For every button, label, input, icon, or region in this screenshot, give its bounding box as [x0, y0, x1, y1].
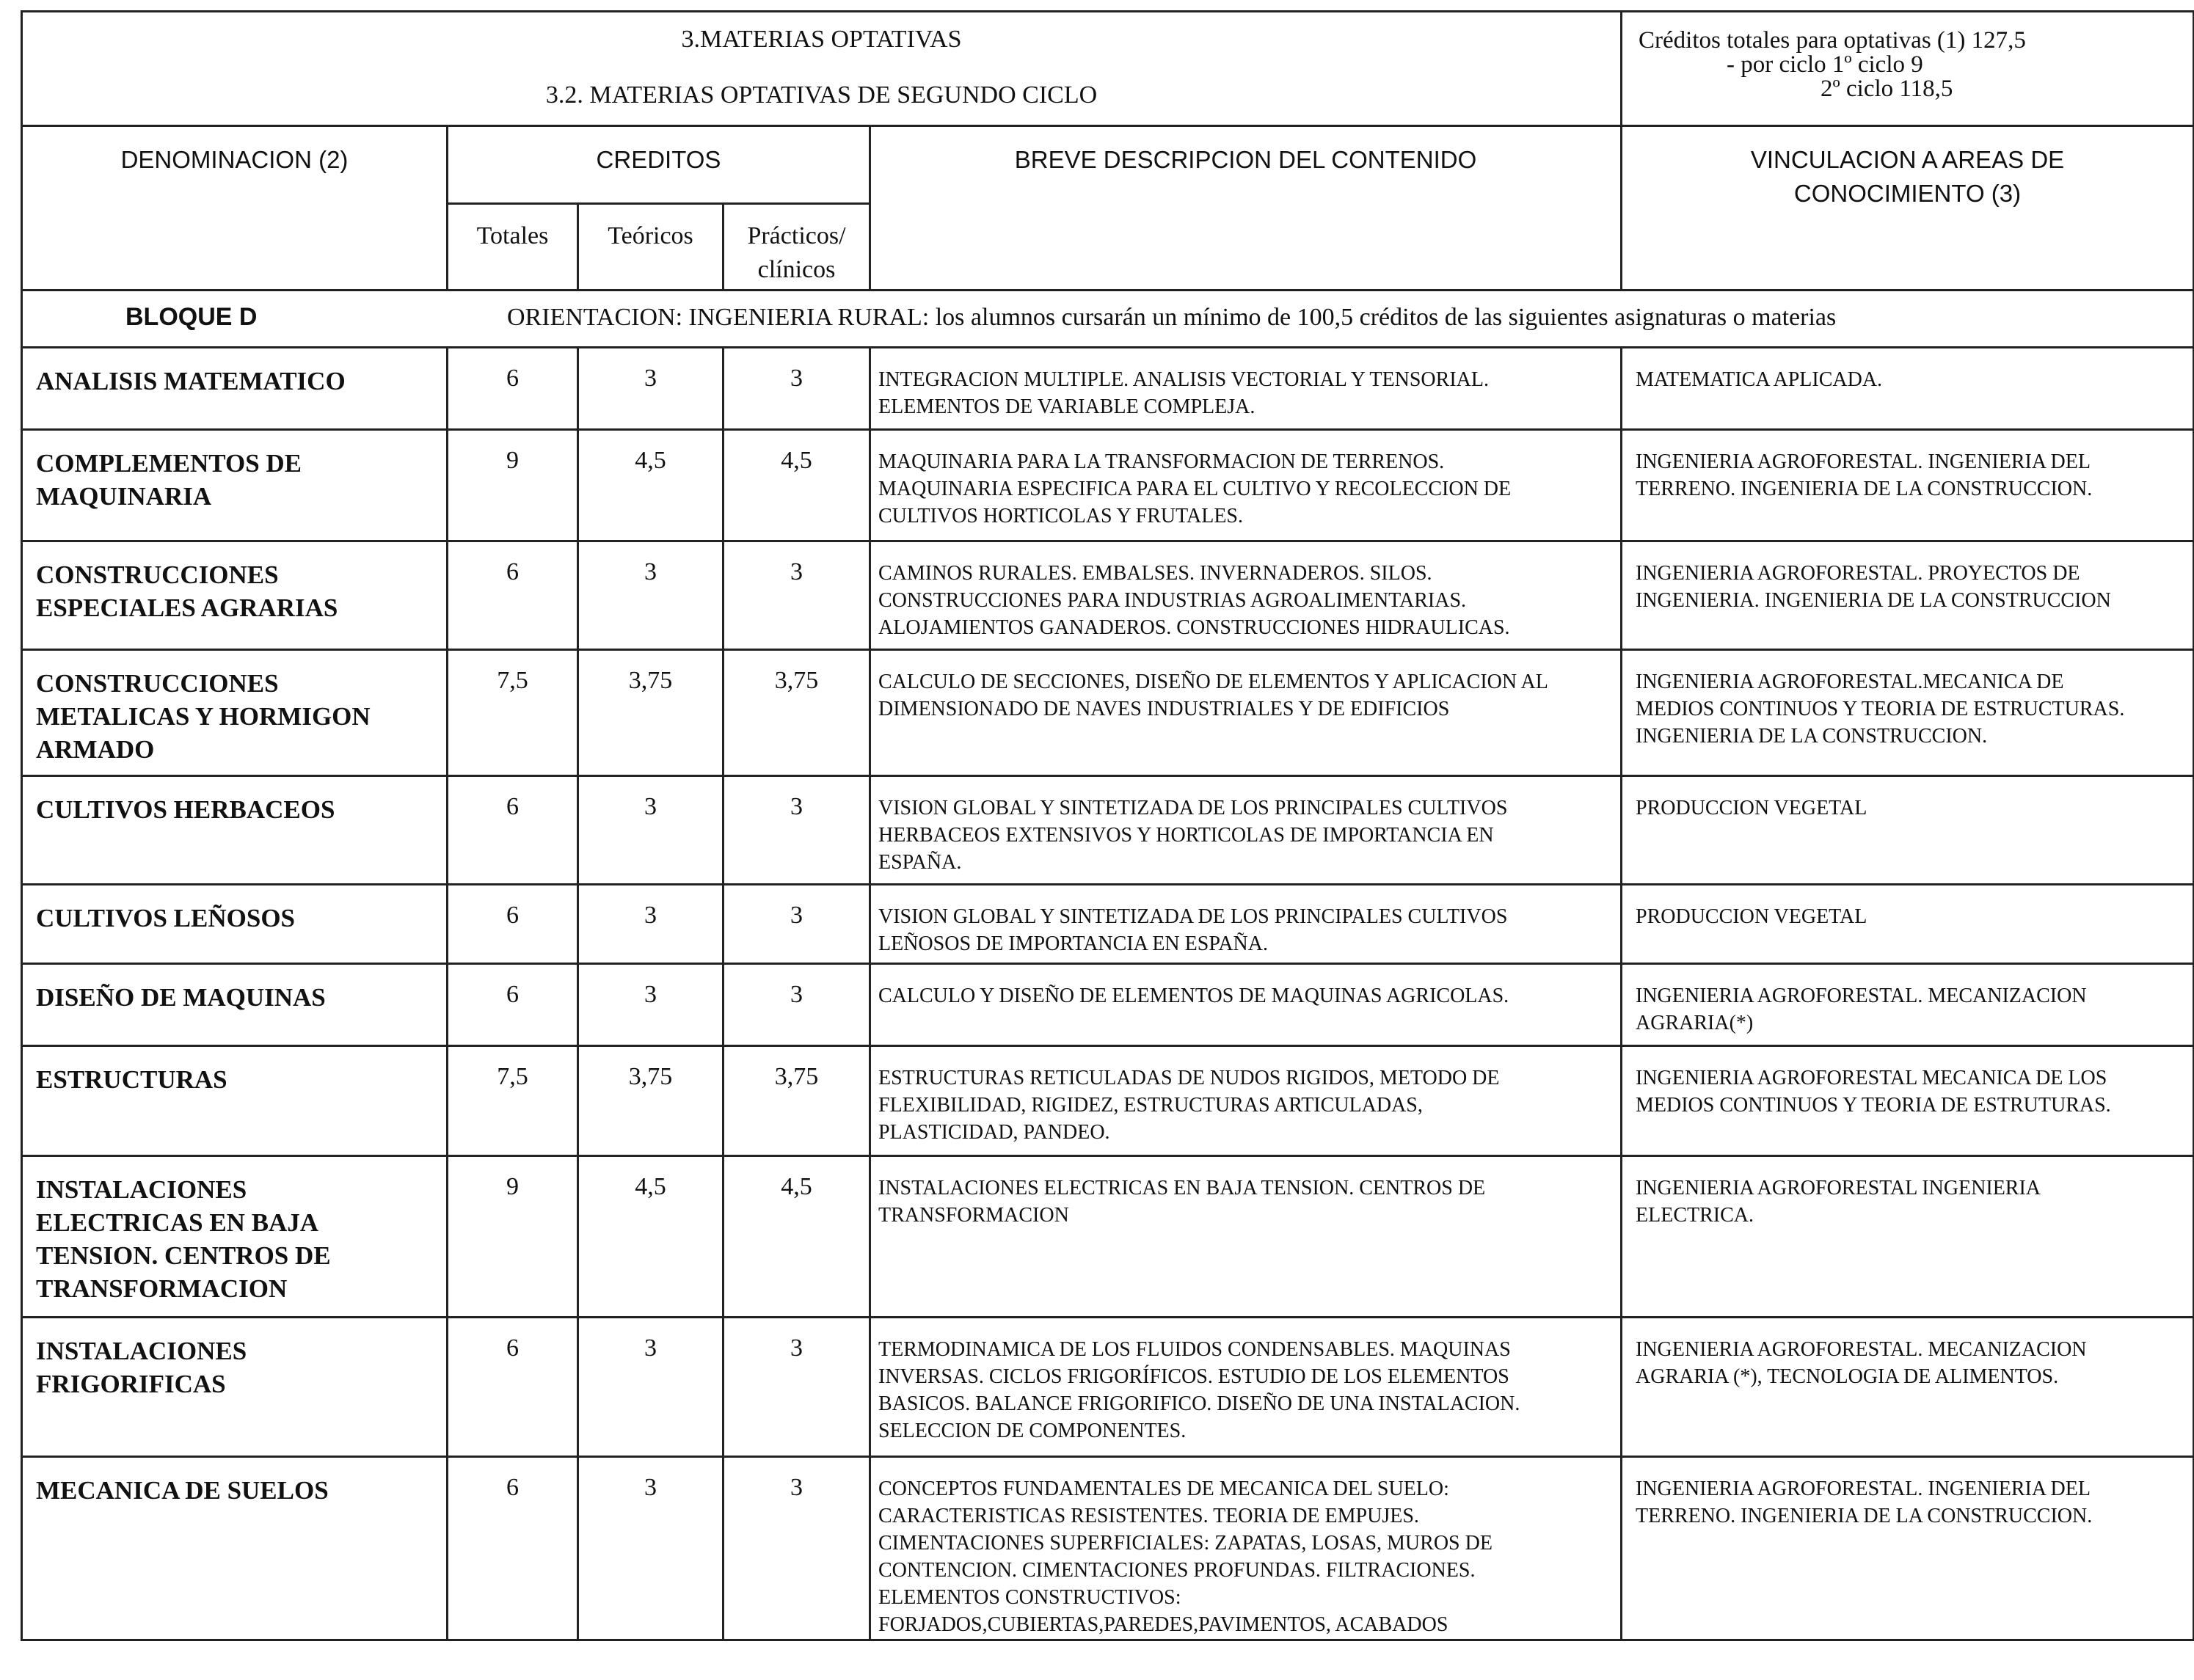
- credits-totales: 9: [448, 1156, 578, 1318]
- description-line: PLASTICIDAD, PANDEO.: [878, 1121, 1110, 1144]
- subject-name-line: ARMADO: [36, 735, 155, 764]
- credits-practicos: 4,5: [724, 430, 870, 541]
- knowledge-area: [1622, 348, 2194, 430]
- knowledge-area: [1622, 541, 2194, 650]
- credits-practicos: 4,5: [724, 1156, 870, 1318]
- credits-practicos: 3: [724, 348, 870, 430]
- subject-name-line: ANALISIS MATEMATICO: [36, 367, 346, 395]
- subject-name-line: FRIGORIFICAS: [36, 1370, 226, 1398]
- subject-name: [22, 1457, 448, 1640]
- subject-name: [22, 1156, 448, 1318]
- col-teoricos: Teóricos: [578, 204, 724, 291]
- subject-name: [22, 964, 448, 1046]
- credits-totales: 6: [448, 776, 578, 885]
- description-line: SELECCION DE COMPONENTES.: [878, 1420, 1187, 1442]
- area-line: TERRENO. INGENIERIA DE LA CONSTRUCCION.: [1636, 478, 2093, 500]
- knowledge-area: [1622, 964, 2194, 1046]
- table-body: [22, 12, 2194, 1640]
- area-line: INGENIERIA AGROFORESTAL INGENIERIA: [1636, 1177, 2041, 1199]
- credits-totales: 6: [448, 1318, 578, 1457]
- area-line: INGENIERIA. INGENIERIA DE LA CONSTRUCCION: [1636, 589, 2111, 612]
- credits-teoricos: 4,5: [578, 430, 724, 541]
- subject-name-line: DISEÑO DE MAQUINAS: [36, 983, 326, 1012]
- area-line: INGENIERIA AGROFORESTAL.MECANICA DE: [1636, 671, 2064, 693]
- area-line: INGENIERIA AGROFORESTAL. MECANIZACION: [1636, 985, 2087, 1007]
- description-line: TRANSFORMACION: [878, 1204, 1069, 1227]
- subject-name-line: CULTIVOS LEÑOSOS: [36, 904, 296, 932]
- area-line: MATEMATICA APLICADA.: [1636, 368, 1883, 391]
- description-line: CIMENTACIONES SUPERFICIALES: ZAPATAS, LOSAS, MUROS DE: [878, 1532, 1493, 1555]
- col-vinculacion-line1: VINCULACION A AREAS DE: [1750, 146, 2065, 173]
- subject-name: [22, 348, 448, 430]
- bloque-cell: [22, 291, 2194, 348]
- subject-name-line: COMPLEMENTOS DE: [36, 449, 302, 478]
- description-line: ELEMENTOS CONSTRUCTIVOS:: [878, 1586, 1181, 1609]
- table-row: [22, 348, 2194, 430]
- area-line: TERRENO. INGENIERIA DE LA CONSTRUCCION.: [1636, 1505, 2093, 1527]
- subject-name-line: CULTIVOS HERBACEOS: [36, 795, 335, 824]
- description-line: HERBACEOS EXTENSIVOS Y HORTICOLAS DE IMPORTANCIA EN: [878, 824, 1494, 847]
- credits-practicos: 3,75: [724, 1046, 870, 1156]
- knowledge-area: [1622, 885, 2194, 964]
- description-line: ELEMENTOS DE VARIABLE COMPLEJA.: [878, 395, 1255, 418]
- description-line: INTEGRACION MULTIPLE. ANALISIS VECTORIAL Y TENSORIAL.: [878, 368, 1489, 391]
- subject-name-line: ESPECIALES AGRARIAS: [36, 594, 338, 622]
- description-line: CONTENCION. CIMENTACIONES PROFUNDAS. FILTRACIONES.: [878, 1559, 1476, 1582]
- area-line: PRODUCCION VEGETAL: [1636, 797, 1867, 819]
- subject-description: [870, 885, 1622, 964]
- credits-teoricos: 3: [578, 1318, 724, 1457]
- subject-name: [22, 541, 448, 650]
- credits-summary: [1622, 12, 2194, 126]
- description-line: CONCEPTOS FUNDAMENTALES DE MECANICA DEL SUELO:: [878, 1478, 1449, 1500]
- col-descripcion: BREVE DESCRIPCION DEL CONTENIDO: [870, 126, 1622, 291]
- optativas-sheet: [21, 10, 2193, 1672]
- table-row: [22, 885, 2194, 964]
- credits-teoricos: 3: [578, 964, 724, 1046]
- subject-name-line: MECANICA DE SUELOS: [36, 1476, 329, 1505]
- area-line: INGENIERIA AGROFORESTAL. PROYECTOS DE: [1636, 562, 2080, 585]
- knowledge-area: [1622, 1457, 2194, 1640]
- credits-totales: 6: [448, 885, 578, 964]
- credits-totales: 7,5: [448, 650, 578, 776]
- description-line: CALCULO Y DISEÑO DE ELEMENTOS DE MAQUINAS AGRICOLAS.: [878, 985, 1509, 1007]
- bloque-code: BLOQUE D: [125, 303, 258, 331]
- credits-totales: 6: [448, 964, 578, 1046]
- subject-description: [870, 1156, 1622, 1318]
- title-cell: [22, 12, 1622, 126]
- bloque-row: [22, 291, 2194, 348]
- subject-name-line: ELECTRICAS EN BAJA: [36, 1208, 319, 1237]
- credits-total: Créditos totales para optativas (1) 127,5: [1639, 27, 2026, 54]
- table-row: [22, 776, 2194, 885]
- description-line: VISION GLOBAL Y SINTETIZADA DE LOS PRINCIPALES CULTIVOS: [878, 797, 1508, 819]
- subject-name-line: CONSTRUCCIONES: [36, 560, 279, 589]
- table-row: [22, 1156, 2194, 1318]
- description-line: INVERSAS. CICLOS FRIGORÍFICOS. ESTUDIO DE LOS ELEMENTOS: [878, 1365, 1509, 1388]
- page-subtitle: 3.2. MATERIAS OPTATIVAS DE SEGUNDO CICLO: [545, 81, 1098, 109]
- credits-practicos: 3,75: [724, 650, 870, 776]
- subject-name: [22, 885, 448, 964]
- description-line: MAQUINARIA PARA LA TRANSFORMACION DE TERRENOS.: [878, 450, 1445, 473]
- credits-practicos: 3: [724, 776, 870, 885]
- credits-teoricos: 3: [578, 1457, 724, 1640]
- credits-practicos: 3: [724, 541, 870, 650]
- subject-name: [22, 650, 448, 776]
- subject-name-line: TRANSFORMACION: [36, 1274, 288, 1303]
- column-header-row: [22, 126, 2194, 204]
- col-practicos-line2: clínicos: [757, 256, 836, 283]
- description-line: TERMODINAMICA DE LOS FLUIDOS CONDENSABLES. MAQUINAS: [878, 1338, 1511, 1361]
- subject-description: [870, 650, 1622, 776]
- credits-practicos: 3: [724, 1318, 870, 1457]
- table-row: [22, 541, 2194, 650]
- area-line: INGENIERIA AGROFORESTAL. INGENIERIA DEL: [1636, 1478, 2091, 1500]
- credits-practicos: 3: [724, 964, 870, 1046]
- col-totales: Totales: [448, 204, 578, 291]
- credits-teoricos: 4,5: [578, 1156, 724, 1318]
- credits-teoricos: 3: [578, 348, 724, 430]
- description-line: FORJADOS,CUBIERTAS,PAREDES,PAVIMENTOS, ACABADOS: [878, 1613, 1448, 1636]
- subject-name: [22, 1318, 448, 1457]
- credits-practicos: 3: [724, 1457, 870, 1640]
- subject-name: [22, 1046, 448, 1156]
- subject-description: [870, 1046, 1622, 1156]
- credits-teoricos: 3,75: [578, 650, 724, 776]
- area-line: INGENIERIA AGROFORESTAL. INGENIERIA DEL: [1636, 450, 2091, 473]
- knowledge-area: [1622, 1156, 2194, 1318]
- description-line: LEÑOSOS DE IMPORTANCIA EN ESPAÑA.: [878, 932, 1268, 955]
- subject-description: [870, 541, 1622, 650]
- description-line: CONSTRUCCIONES PARA INDUSTRIAS AGROALIMENTARIAS.: [878, 589, 1467, 612]
- description-line: VISION GLOBAL Y SINTETIZADA DE LOS PRINCIPALES CULTIVOS: [878, 905, 1508, 928]
- description-line: DIMENSIONADO DE NAVES INDUSTRIALES Y DE EDIFICIOS: [878, 698, 1450, 720]
- subject-description: [870, 776, 1622, 885]
- header-row: [22, 12, 2194, 126]
- area-line: MEDIOS CONTINUOS Y TEORIA DE ESTRUTURAS.: [1636, 1094, 2111, 1117]
- credits-practicos: 3: [724, 885, 870, 964]
- description-line: CULTIVOS HORTICOLAS Y FRUTALES.: [878, 505, 1243, 527]
- col-practicos: [724, 204, 870, 291]
- credits-totales: 6: [448, 348, 578, 430]
- knowledge-area: [1622, 1046, 2194, 1156]
- area-line: AGRARIA(*): [1636, 1012, 1754, 1034]
- table-row: [22, 964, 2194, 1046]
- description-line: ESTRUCTURAS RETICULADAS DE NUDOS RIGIDOS, METODO DE: [878, 1067, 1500, 1089]
- description-line: ALOJAMIENTOS GANADEROS. CONSTRUCCIONES HIDRAULICAS.: [878, 616, 1510, 639]
- description-line: INSTALACIONES ELECTRICAS EN BAJA TENSION. CENTROS DE: [878, 1177, 1486, 1199]
- description-line: FLEXIBILIDAD, RIGIDEZ, ESTRUCTURAS ARTICULADAS,: [878, 1094, 1423, 1117]
- area-line: INGENIERIA DE LA CONSTRUCCION.: [1636, 725, 1988, 748]
- description-line: BASICOS. BALANCE FRIGORIFICO. DISEÑO DE UNA INSTALACION.: [878, 1392, 1520, 1415]
- knowledge-area: [1622, 430, 2194, 541]
- credits-teoricos: 3,75: [578, 1046, 724, 1156]
- table-row: [22, 1046, 2194, 1156]
- credits-first-cycle: - por ciclo 1º ciclo 9: [1727, 51, 1923, 78]
- bloque-text: ORIENTACION: INGENIERIA RURAL: los alumnos cursarán un mínimo de 100,5 créditos de las siguientes asignaturas o materias: [507, 304, 1837, 331]
- subject-description: [870, 1457, 1622, 1640]
- table-row: [22, 1318, 2194, 1457]
- col-creditos: CREDITOS: [448, 126, 870, 204]
- knowledge-area: [1622, 776, 2194, 885]
- description-line: CALCULO DE SECCIONES, DISEÑO DE ELEMENTOS Y APLICACION AL: [878, 671, 1548, 693]
- table-row: [22, 1457, 2194, 1640]
- subject-name-line: INSTALACIONES: [36, 1175, 247, 1204]
- subject-name-line: INSTALACIONES: [36, 1337, 247, 1365]
- subject-description: [870, 964, 1622, 1046]
- col-denominacion: DENOMINACION (2): [22, 126, 448, 291]
- subject-name: [22, 776, 448, 885]
- area-line: INGENIERIA AGROFORESTAL. MECANIZACION: [1636, 1338, 2087, 1361]
- optativas-table: [21, 10, 2194, 1641]
- credits-totales: 6: [448, 1457, 578, 1640]
- area-line: AGRARIA (*), TECNOLOGIA DE ALIMENTOS.: [1636, 1365, 2059, 1388]
- subject-name: [22, 430, 448, 541]
- knowledge-area: [1622, 1318, 2194, 1457]
- description-line: CARACTERISTICAS RESISTENTES. TEORIA DE EMPUJES.: [878, 1505, 1419, 1527]
- subject-description: [870, 1318, 1622, 1457]
- credits-second-cycle: 2º ciclo 118,5: [1821, 76, 1953, 102]
- col-practicos-line1: Prácticos/: [747, 222, 846, 249]
- subject-description: [870, 430, 1622, 541]
- credits-teoricos: 3: [578, 776, 724, 885]
- area-line: MEDIOS CONTINUOS Y TEORIA DE ESTRUCTURAS.: [1636, 698, 2125, 720]
- table-row: [22, 650, 2194, 776]
- table-row: [22, 430, 2194, 541]
- credits-teoricos: 3: [578, 885, 724, 964]
- subject-description: [870, 348, 1622, 430]
- credits-totales: 7,5: [448, 1046, 578, 1156]
- description-line: ESPAÑA.: [878, 851, 962, 874]
- page-title: 3.MATERIAS OPTATIVAS: [681, 26, 962, 53]
- subject-name-line: CONSTRUCCIONES: [36, 669, 279, 698]
- description-line: CAMINOS RURALES. EMBALSES. INVERNADEROS. SILOS.: [878, 562, 1432, 585]
- area-line: PRODUCCION VEGETAL: [1636, 905, 1867, 928]
- credits-totales: 6: [448, 541, 578, 650]
- subject-name-line: TENSION. CENTROS DE: [36, 1241, 331, 1270]
- subject-name-line: ESTRUCTURAS: [36, 1065, 227, 1094]
- col-vinculacion-line2: CONOCIMIENTO (3): [1793, 180, 2022, 207]
- credits-teoricos: 3: [578, 541, 724, 650]
- knowledge-area: [1622, 650, 2194, 776]
- area-line: INGENIERIA AGROFORESTAL MECANICA DE LOS: [1636, 1067, 2107, 1089]
- description-line: MAQUINARIA ESPECIFICA PARA EL CULTIVO Y RECOLECCION DE: [878, 478, 1512, 500]
- credits-totales: 9: [448, 430, 578, 541]
- subject-name-line: MAQUINARIA: [36, 482, 212, 511]
- area-line: ELECTRICA.: [1636, 1204, 1754, 1227]
- col-vinculacion: [1622, 126, 2194, 291]
- subject-name-line: METALICAS Y HORMIGON: [36, 702, 371, 731]
